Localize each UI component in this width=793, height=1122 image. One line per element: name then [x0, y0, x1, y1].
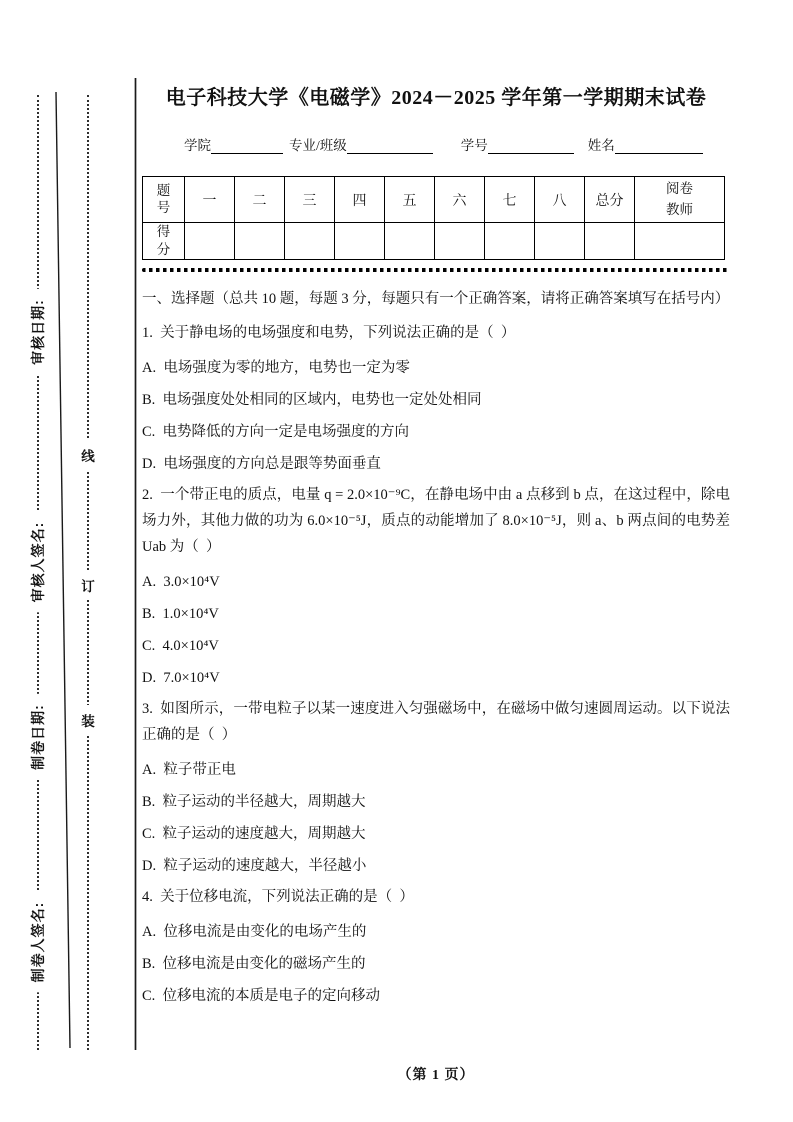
question-stem: 4. 关于位移电流，下列说法正确的是（ ）: [142, 888, 414, 905]
field-major-class-label: 专业/班级: [289, 138, 347, 153]
score-col-1: 一: [185, 177, 235, 223]
score-cell-blank: [335, 223, 385, 260]
dotted-separator: [142, 268, 730, 272]
header-fields: [142, 134, 730, 154]
score-table-score-label: 得分: [156, 224, 171, 257]
binding-line-char: 订: [80, 570, 96, 600]
score-col-4: 四: [335, 177, 385, 223]
field-student-id-label: 学号: [460, 138, 488, 153]
exam-content: [142, 84, 734, 1006]
score-col-3: 三: [285, 177, 335, 223]
score-cell-blank: [485, 223, 535, 260]
score-col-8: 八: [535, 177, 585, 223]
option-b: B. 粒子运动的半径越大，周期越大: [142, 793, 366, 810]
score-table-score-row: [143, 223, 725, 260]
score-cell-blank: [635, 223, 725, 260]
page-number: （第 1 页）: [397, 1068, 475, 1083]
question-1: [142, 320, 730, 474]
field-name-label: 姓名: [587, 138, 615, 153]
option-b: B. 1.0×10⁴V: [142, 605, 219, 622]
score-table-header-label-cell: [143, 177, 185, 223]
score-cell-blank: [435, 223, 485, 260]
field-school-label: 学院: [184, 138, 211, 153]
question-4: [142, 884, 730, 1006]
field-name-blank: [615, 139, 703, 154]
score-col-7: 七: [485, 177, 535, 223]
stub-label-paper-date: 制卷日期:: [28, 694, 48, 780]
question-3: [142, 696, 730, 876]
field-student-id-blank: [488, 139, 574, 154]
score-table-grader-label: 阅卷教师: [665, 181, 693, 217]
score-col-5: 五: [385, 177, 435, 223]
score-table-header-label: 题号: [156, 182, 171, 216]
question-stem: 3. 如图所示，一带电粒子以某一速度进入匀强磁场中，在磁场中做匀速圆周运动。以下说法正确的是（ ）: [142, 700, 730, 743]
stub-label-reviewer-signature: 审核人签名:: [28, 512, 48, 613]
option-c: C. 电势降低的方向一定是电场强度的方向: [142, 423, 410, 440]
score-cell-blank: [285, 223, 335, 260]
score-table-score-label-cell: [143, 223, 185, 260]
score-cell-blank: [585, 223, 635, 260]
option-c: C. 4.0×10⁴V: [142, 637, 219, 654]
question-stem: 1. 关于静电场的电场强度和电势，下列说法正确的是（ ）: [142, 324, 516, 341]
fold-line: [56, 92, 70, 1048]
option-c: C. 位移电流的本质是电子的定向移动: [142, 987, 381, 1004]
score-cell-blank: [185, 223, 235, 260]
score-cell-blank: [385, 223, 435, 260]
stub-label-review-date: 审核日期:: [28, 289, 48, 375]
field-school-blank: [211, 139, 283, 154]
option-a: A. 粒子带正电: [142, 761, 236, 778]
score-table-grader-cell: [635, 177, 725, 223]
option-b: B. 位移电流是由变化的磁场产生的: [142, 955, 366, 972]
option-d: D. 7.0×10⁴V: [142, 669, 220, 686]
question-stem: 2. 一个带正电的质点，电量 q = 2.0×10⁻⁹C，在静电场中由 a 点移到 b 点，在这过程中，除电场力外，其他力做的功为 6.0×10⁻⁵J，质点的动能增加了 8.0×10⁻⁵J，则 a、b 两点间的电势差 Uab 为（ ）: [142, 486, 734, 555]
option-a: A. 位移电流是由变化的电场产生的: [142, 923, 367, 940]
section-heading: 一、选择题（总共 10 题，每题 3 分，每题只有一个正确答案，请将正确答案填写在括号内）: [142, 290, 730, 307]
option-b: B. 电场强度处处相同的区域内，电势也一定处处相同: [142, 391, 482, 408]
binding-line-char: 装: [80, 705, 96, 735]
binding-line-char: 线: [80, 440, 96, 470]
score-col-2: 二: [235, 177, 285, 223]
option-a: A. 3.0×10⁴V: [142, 573, 220, 590]
score-col-6: 六: [435, 177, 485, 223]
score-cell-blank: [235, 223, 285, 260]
question-2: [142, 482, 734, 688]
score-col-total: 总分: [585, 177, 635, 223]
score-table-header-row: [143, 177, 725, 223]
option-a: A. 电场强度为零的地方，电势也一定为零: [142, 359, 410, 376]
exam-title: 电子科技大学《电磁学》2024－2025 学年第一学期期末试卷: [165, 87, 707, 109]
option-d: D. 电场强度的方向总是跟等势面垂直: [142, 455, 381, 472]
option-c: C. 粒子运动的速度越大，周期越大: [142, 825, 366, 842]
field-major-class-blank: [347, 139, 433, 154]
stub-label-paper-maker-signature: 制卷人签名:: [28, 892, 48, 993]
score-cell-blank: [535, 223, 585, 260]
option-d: D. 粒子运动的速度越大，半径越小: [142, 857, 367, 874]
score-table: [142, 176, 725, 260]
